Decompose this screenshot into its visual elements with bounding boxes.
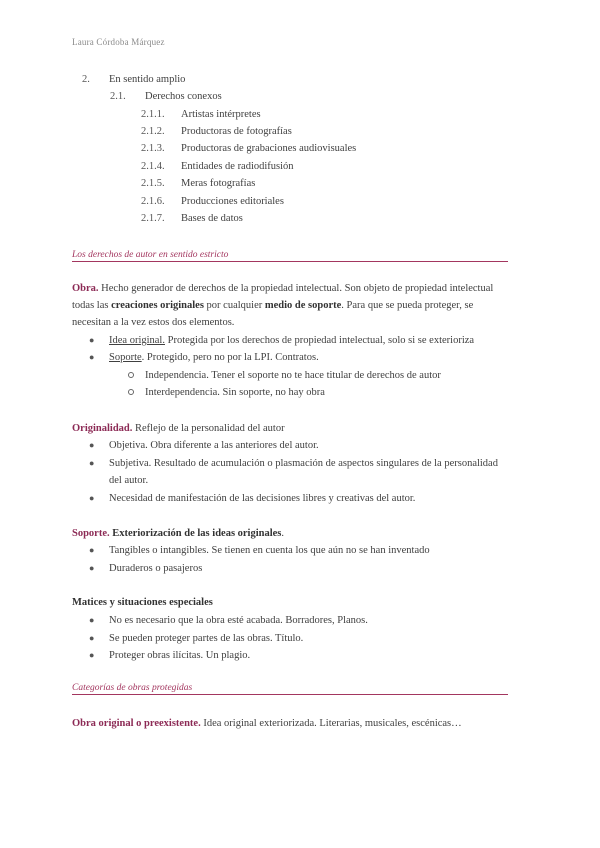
bullet-icon: ● bbox=[89, 563, 95, 573]
text: todas las bbox=[72, 300, 112, 311]
text: por cualquier bbox=[203, 300, 265, 311]
list-item bbox=[89, 542, 430, 559]
text: Necesidad de manifestación de las decisiones libres y creativas del autor. bbox=[109, 493, 416, 504]
soporte-paragraph bbox=[72, 525, 532, 542]
list-item bbox=[89, 612, 368, 629]
outline-label: Productoras de fotografías bbox=[181, 126, 292, 137]
bullet-icon: ● bbox=[89, 545, 95, 555]
obra-original-title: Obra original o preexistente. bbox=[72, 718, 201, 729]
outline-label: Meras fotografías bbox=[181, 178, 256, 189]
section-heading: Los derechos de autor en sentido estricto bbox=[72, 249, 508, 262]
text: Tangibles o intangibles. Se tienen en cuenta los que aún no se han inventado bbox=[109, 545, 430, 556]
outline-num: 2.1.5. bbox=[141, 178, 165, 189]
sub-list-item bbox=[145, 384, 325, 401]
text: No es necesario que la obra esté acabada. Borradores, Planos. bbox=[109, 615, 368, 626]
outline-num: 2.1.6. bbox=[141, 196, 165, 207]
originalidad-title: Originalidad. bbox=[72, 423, 133, 434]
outline-label: Bases de datos bbox=[181, 213, 243, 224]
text: Objetiva. Obra diferente a las anteriores del autor. bbox=[109, 440, 319, 451]
outline-label: Entidades de radiodifusión bbox=[181, 161, 294, 172]
circle-bullet-icon bbox=[128, 372, 134, 378]
text: Duraderos o pasajeros bbox=[109, 563, 203, 574]
bold-term: Exteriorización de las ideas originales bbox=[109, 528, 282, 539]
bullet-icon: ● bbox=[89, 633, 95, 643]
outline-num: 2.1.4. bbox=[141, 161, 165, 172]
list-item bbox=[89, 560, 203, 577]
outline-label: En sentido amplio bbox=[109, 74, 186, 85]
list-item bbox=[89, 437, 319, 454]
outline-num: 2.1.3. bbox=[141, 143, 165, 154]
outline-num: 2.1.2. bbox=[141, 126, 165, 137]
text: Subjetiva. Resultado de acumulación o plasmación de aspectos singulares de la personalidad bbox=[109, 458, 498, 469]
list-item bbox=[89, 332, 475, 349]
list-item bbox=[89, 455, 498, 489]
originalidad-paragraph bbox=[72, 420, 532, 437]
bullet-icon: ● bbox=[89, 335, 95, 345]
sub-list-item bbox=[145, 367, 441, 384]
list-item bbox=[89, 647, 251, 664]
obra-paragraph bbox=[72, 280, 532, 331]
bold-term: creaciones originales bbox=[111, 300, 204, 311]
text: Independencia. Tener el soporte no te hace titular de derechos de autor bbox=[145, 370, 441, 381]
circle-bullet-icon bbox=[128, 389, 134, 395]
text: Reflejo de la personalidad del autor bbox=[132, 423, 285, 434]
outline-label: Artistas intérpretes bbox=[181, 109, 261, 120]
text: Interdependencia. Sin soporte, no hay obra bbox=[145, 387, 325, 398]
bullet-icon: ● bbox=[89, 650, 95, 660]
outline-label: Producciones editoriales bbox=[181, 196, 284, 207]
outline-label: Productoras de grabaciones audiovisuales bbox=[181, 143, 357, 154]
section-heading: Categorías de obras protegidas bbox=[72, 682, 508, 695]
text: necesitan a la vez estos dos elementos. bbox=[72, 317, 235, 328]
matices-heading: Matices y situaciones especiales bbox=[72, 597, 213, 608]
text: . Protegido, pero no por la LPI. Contratos. bbox=[141, 352, 319, 363]
bullet-icon: ● bbox=[89, 615, 95, 625]
soporte-title: Soporte. bbox=[72, 528, 110, 539]
list-item bbox=[89, 630, 304, 647]
outline-num: 2.1.1. bbox=[141, 109, 165, 120]
outline-num: 2.1.7. bbox=[141, 213, 165, 224]
outline-num: 2. bbox=[82, 74, 90, 85]
list-item bbox=[89, 349, 319, 366]
obra-title: Obra. bbox=[72, 283, 99, 294]
text: Proteger obras ilícitas. Un plagio. bbox=[109, 650, 251, 661]
bullet-icon: ● bbox=[89, 493, 95, 503]
text: Protegida por los derechos de propiedad intelectual, solo si se exterioriza bbox=[164, 335, 475, 346]
list-item bbox=[89, 490, 416, 507]
underlined-term: Soporte bbox=[109, 352, 142, 363]
text: . Para que se pueda proteger, se bbox=[341, 300, 474, 311]
outline-label: Derechos conexos bbox=[145, 91, 222, 102]
text: . bbox=[281, 528, 285, 539]
outline-num: 2.1. bbox=[110, 91, 126, 102]
page-header: Laura Córdoba Márquez bbox=[72, 37, 165, 47]
text: Idea original exteriorizada. Literarias, musicales, escénicas… bbox=[200, 718, 462, 729]
obra-original-paragraph bbox=[72, 715, 532, 732]
bullet-icon: ● bbox=[89, 352, 95, 362]
text: Se pueden proteger partes de las obras. Título. bbox=[109, 633, 304, 644]
underlined-term: Idea original. bbox=[109, 335, 165, 346]
bold-term: medio de soporte bbox=[264, 300, 342, 311]
text: Hecho generador de derechos de la propiedad intelectual. Son objeto de propiedad intelectual bbox=[98, 283, 494, 294]
text: del autor. bbox=[109, 475, 149, 486]
bullet-icon: ● bbox=[89, 440, 95, 450]
bullet-icon: ● bbox=[89, 458, 95, 468]
